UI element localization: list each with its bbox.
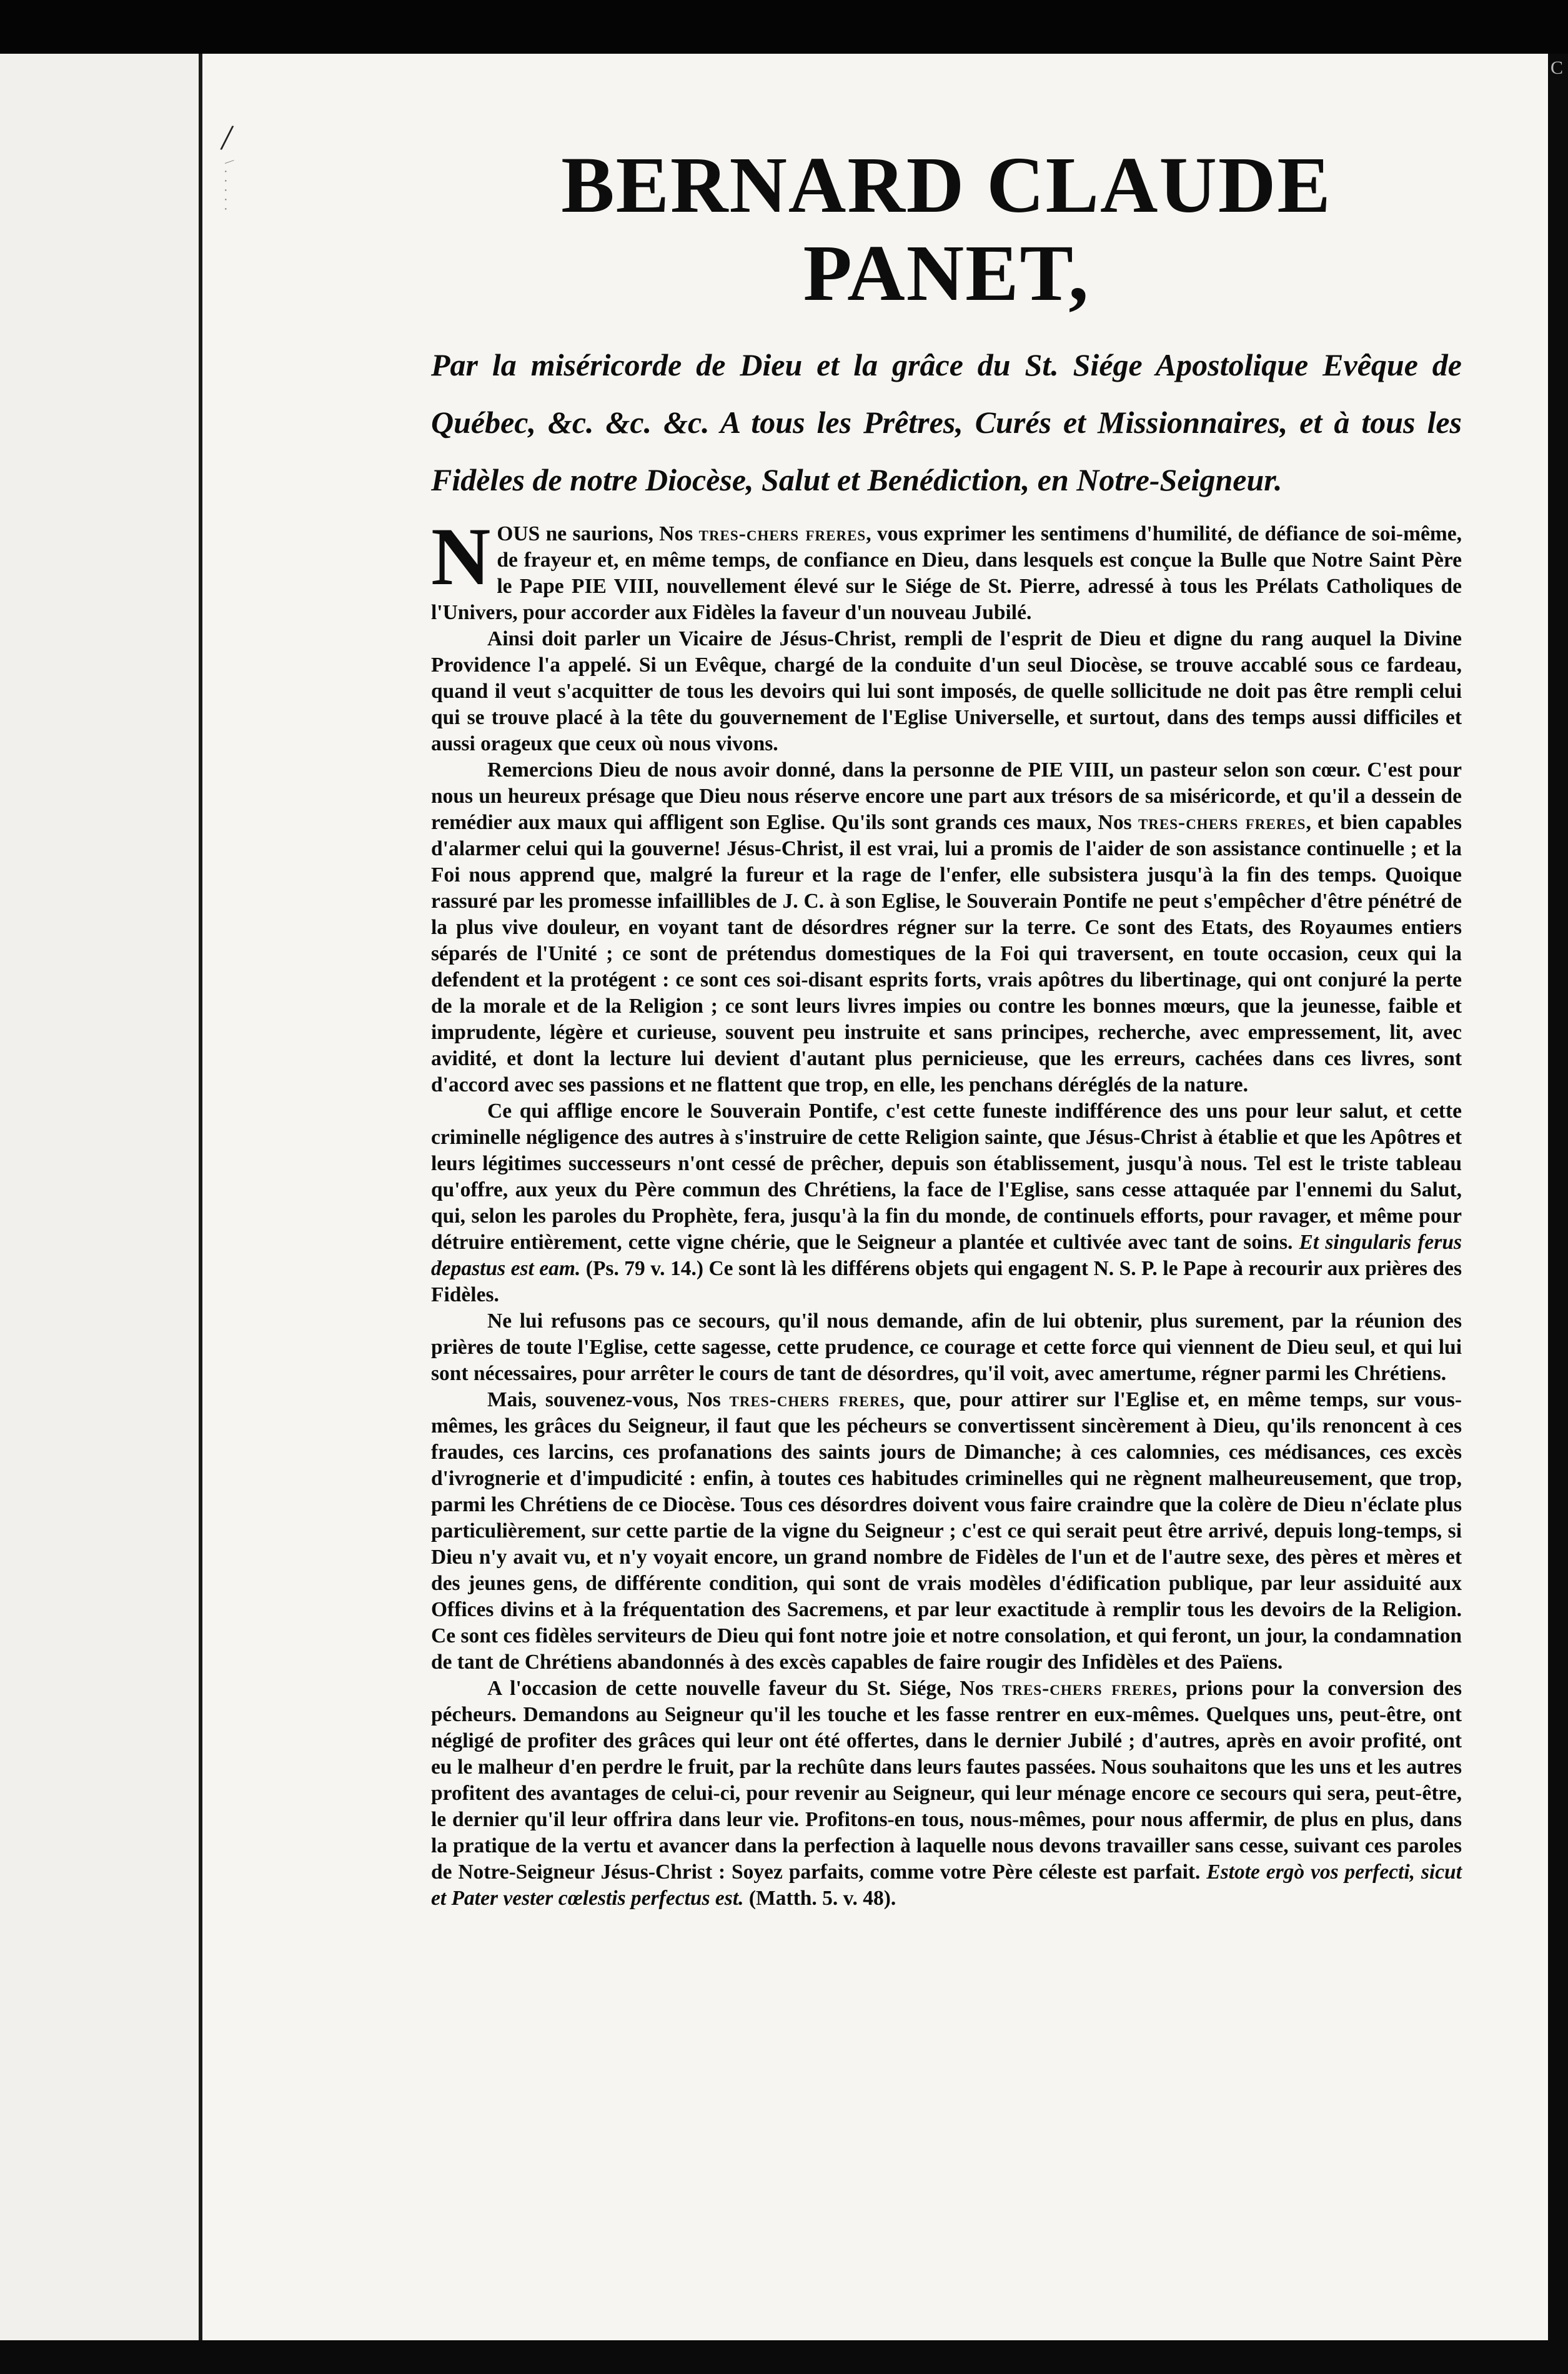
paragraph-2: Ainsi doit parler un Vicaire de Jésus-Christ, rempli de l'esprit de Dieu et digne du rang auquel la Divine Providence l'a appelé. Si un Evêque, chargé de la conduite d'un seul Diocèse, se trouve accablé sous ce fardeau, quand il veut s'acquitter de tous les devoirs qui lui sont imposés, de quelle sollicitude ne doit pas être rempli celui qui se trouve placé à la tête du gouvernement de l'Eglise Universelle, et surtout, dans des temps aussi difficiles et aussi orageux que ceux où nous vivons. — [431, 627, 1462, 755]
paragraph-1-text-b: , vous exprimer les sentimens d'humilité, de défiance de soi-même, de frayeur et, en même temps, de confiance en Dieu, dans lesquels est conçue la Bulle que Notre Saint Père le Pape PIE VIII, nouvellement élevé sur le Siége de St. Pierre, adressé à tous les Prélats Catholiques de l'Univers, pour accorder aux Fidèles la faveur d'un nouveau Jubilé. — [431, 522, 1462, 624]
paragraph-7-address: tres-chers freres — [1002, 1676, 1173, 1700]
paragraph-5: Ne lui refusons pas ce secours, qu'il nous demande, afin de lui obtenir, plus surement, par la réunion des prières de toute l'Eglise, cette sagesse, cette prudence, ce courage et cette force qui viennent de Dieu seul, et qui lui sont nécessaires, pour arrêter le cours de tant de désordres, qu'il voit, avec amertume, régner parmi les Chrétiens. — [431, 1309, 1462, 1385]
paragraph-7 — [431, 1676, 1462, 1912]
paragraph-4 — [431, 1098, 1462, 1308]
paragraph-6-address: tres-chers freres — [729, 1388, 900, 1411]
corner-glyph: C — [1550, 57, 1563, 78]
paragraph-1-text-a: OUS ne saurions, Nos — [497, 522, 699, 545]
salutation-address: Par la miséricorde de Dieu et la grâce du St. Siége Apostolique Evêque de Québec, &c. &c. &c. A tous les Prêtres, Curés et Missionnaires, et à tous les Fidèles de notre Diocèse, Salut et Benédiction, en Notre-Seigneur. — [431, 347, 1462, 497]
paragraph-7-citation: (Matth. 5. v. 48). — [743, 1886, 896, 1910]
scan-right-border — [1548, 54, 1568, 2340]
paragraph-3-address: tres-chers freres — [1138, 810, 1306, 834]
paragraph-7-text-b: , prions pour la conversion des pécheurs. Demandons au Seigneur qu'il les touche et les fasse rentrer en eux-mêmes. Quelques uns, peut-être, ont négligé de profiter des grâces qui leur ont été offertes, dans le dernier Jubilé ; d'autres, après en avoir profité, ont eu le malheur d'en perdre le fruit, par la rechûte dans leurs fautes passées. Nous souhaitons que les uns et les autres profitent des avantages de celui-ci, pour revenir au Seigneur, qui leur ménage encore ce secours qui sera, peut-être, le dernier qu'il leur offrira dans leur vie. Profitons-en tous, nous-mêmes, pour nous affermir, de plus en plus, dans la pratique de la vertu et avancer dans la perfection à laquelle nous devons travailler sans cesse, suivant ces paroles de Notre-Seigneur Jésus-Christ : Soyez parfaits, comme votre Père céleste est parfait. — [431, 1676, 1462, 1884]
document-body — [431, 510, 1462, 1912]
document-page — [0, 54, 1548, 2340]
paragraph-1-address: tres-chers freres — [698, 522, 866, 545]
margin-note: \ . . . . . — [222, 160, 237, 212]
paragraph-3-text-b: , et bien capables d'alarmer celui qui la gouverne! Jésus-Christ, il est vrai, lui a promis de l'aider de son assistance continuelle ; et la Foi nous apprend que, malgré la fureur et la rage de l'enfer, elle subsistera jusqu'à la fin des temps. Quoique rassuré par les promesse infaillibles de J. C. à son Eglise, le Souverain Pontife ne peut s'empêcher d'être pénétré de la plus vive douleur, en voyant tant de désordres régner sur la terre. Ce sont des Etats, des Royaumes entiers séparés de l'Unité ; ce sont de prétendus domestiques de la Foi qui traversent, en toute occasion, ceux qui la defendent et la protégent : ce sont ces soi-disant esprits forts, vrais apôtres du libertinage, qui ont conjuré la perte de la morale et de la Religion ; ce sont leurs livres impies ou contre les bonnes mœurs, que la jeunesse, faible et imprudente, légère et curieuse, souvent peu instruite et sans principes, recherche, avec empressement, lit, avec avidité, et dont la lecture lui devient d'autant plus pernicieuse, que les erreurs, cachées dans ces livres, sont d'accord avec ses passions et ne flattent que trop, en elle, les penchans déréglés de la nature. — [431, 810, 1462, 1096]
paragraph-4-latin-quote: Et singularis ferus depastus est eam. — [431, 1230, 1462, 1280]
paragraph-4-text-b: (Ps. 79 v. 14.) Ce sont là les différens objets qui engagent N. S. P. le Pape à recourir aux prières des Fidèles. — [431, 1256, 1462, 1306]
paragraph-4-text-a: Ce qui afflige encore le Souverain Pontife, c'est cette funeste indifférence des uns pour leur salut, et cette criminelle négligence des autres à s'instruire de cette Religion sainte, que Jésus-Christ à établie et que les Apôtres et leurs légitimes successeurs n'ont cessé de prêcher, depuis son établissement, jusqu'à nous. Tel est le triste tableau qu'offre, aux yeux du Père commun des Chrétiens, la face de l'Eglise, sans cesse attaquée par l'ennemi du Salut, qui, selon les paroles du Prophète, fera, jusqu'à la fin du monde, de continuels efforts, pour ravager, et même pour détruire entièrement, cette vigne chérie, que le Seigneur a plantée et cultivée avec tant de soins. — [431, 1099, 1462, 1254]
margin-mark: / — [219, 116, 236, 159]
paragraph-3-text-a: Remercions Dieu de nous avoir donné, dans la personne de PIE VIII, un pasteur selon son cœur. C'est pour nous un heureux présage que Dieu nous réserve encore une part aux trésors de sa miséricorde, et qu'il a dessein de remédier aux maux qui affligent son Eglise. Qu'ils sont grands ces maux, Nos — [431, 758, 1462, 834]
paragraph-6-text-b: , que, pour attirer sur l'Eglise et, en même temps, sur vous-mêmes, les grâces du Seigneur, il faut que les pécheurs se convertissent sincèrement à Dieu, qu'ils renoncent à ces fraudes, ces larcins, ces profanations des saints jours de Dimanche; à ces calomnies, ces médisances, ces excès d'ivrognerie et d'impudicité : enfin, à toutes ces habitudes criminelles qui ne règnent malheureusement, que trop, parmi les Chrétiens de ce Diocèse. Tous ces désordres doivent vous faire craindre que la colère de Dieu n'éclate plus particulièrement, sur cette partie de la vigne du Seigneur ; c'est ce qui serait peut être arrivé, depuis long-temps, si Dieu n'y avait vu, et n'y voyait encore, un grand nombre de Fidèles de l'un et de l'autre sexe, des pères et mères et des jeunes gens, de différente condition, qui sont de vrais modèles d'édification publique, par leur assiduité aux Offices divins et à la fréquentation des Sacremens, et par leur exactitude à remplir tous les devoirs de la Religion. Ce sont ces fidèles serviteurs de Dieu qui font notre joie et notre consolation, et qui feront, un jour, la condamnation de tant de Chrétiens abandonnés à des excès capables de faire rougir des Infidèles et des Païens. — [431, 1388, 1462, 1674]
paragraph-7-text-a: A l'occasion de cette nouvelle faveur du St. Siége, Nos — [487, 1676, 1003, 1700]
scan-top-border — [0, 0, 1568, 54]
paragraph-6 — [431, 1387, 1462, 1676]
paragraph-7-latin-quote: Estote ergò vos perfecti, sicut et Pater vester cœlestis perfectus est. — [431, 1860, 1462, 1910]
paragraph-6-text-a: Mais, souvenez-vous, Nos — [487, 1388, 730, 1411]
paragraph-1 — [431, 510, 1462, 626]
paragraph-3 — [431, 757, 1462, 1098]
drop-cap: N — [431, 510, 491, 602]
document-text-column — [431, 141, 1462, 1912]
document-title: BERNARD CLAUDE PANET, — [561, 141, 1332, 317]
left-page-edge — [0, 54, 202, 2340]
